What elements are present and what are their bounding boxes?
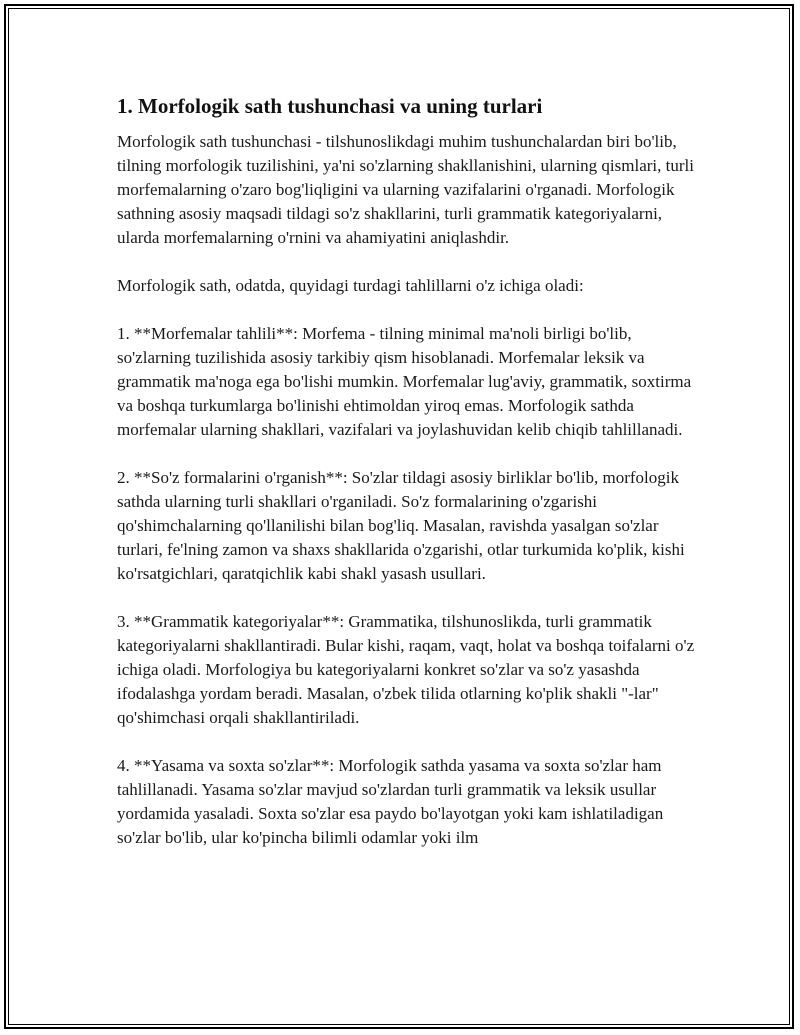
paragraph-item-4: 4. **Yasama va soxta so'zlar**: Morfologik sathda yasama va soxta so'zlar ham tahlillanadi. Yasama so'zlar mavjud so'zlardan turli grammatik va leksik usullar yordamida yasaladi. Soxta so'zlar esa paydo bo'layotgan yoki kam ishlatiladigan so'zlar bo'lib, ular ko'pincha bilimli odamlar yoki ilm <box>117 756 664 847</box>
paragraph-intro: Morfologik sath tushunchasi - tilshunoslikdagi muhim tushunchalardan biri bo'lib, tilning morfologik tuzilishini, ya'ni so'zlarning shakllanishini, ularning qismlari, turli morfemalarning o'zaro bog'liqligini va ularning vazifalarini o'rganadi. Morfologik sathning asosiy maqsadi tildagi so'z shakllarini, turli grammatik kategoriyalarni, ularda morfemalarning o'rnini va ahamiyatini aniqlashdir. <box>117 132 694 247</box>
paragraph-item-2: 2. **So'z formalarini o'rganish**: So'zlar tildagi asosiy birliklar bo'lib, morfologik sathda ularning turli shakllari o'rganiladi. So'z formalarining o'zgarishi qo'shimchalarning qo'llanilishi bilan bog'liq. Masalan, ravishda yasalgan so'zlar turlari, fe'lning zamon va shaxs shakllarida o'zgarishi, otlar turkumida ko'plik, kishi ko'rsatgichlari, qaratqichlik kabi shakl yasash usullari. <box>117 468 685 583</box>
paragraph-item-1: 1. **Morfemalar tahlili**: Morfema - tilning minimal ma'noli birligi bo'lib, so'zlarning tuzilishida asosiy tarkibiy qism hisoblanadi. Morfemalar leksik va grammatik ma'noga ega bo'lishi mumkin. Morfemalar lug'aviy, grammatik, soxtirma va boshqa turkumlarga bo'linishi ehtimoldan yiroq emas. Morfologik sathda morfemalar ularning shakllari, vazifalari va joylashuvidan kelib chiqib tahlillanadi. <box>117 324 692 439</box>
paragraph-item-3: 3. **Grammatik kategoriyalar**: Grammatika, tilshunoslikda, turli grammatik kategoriyalarni shakllantiradi. Bular kishi, raqam, vaqt, holat va boshqa toifalarni o'z ichiga oladi. Morfologiya bu kategoriyalarni konkret so'zlar va so'z yasashda ifodalashga yordam beradi. Masalan, o'zbek tilida otlarning ko'plik shakli "-lar" qo'shimchasi orqali shakllantiriladi. <box>117 612 695 727</box>
document-body <box>117 92 697 874</box>
section-heading: 1. Morfologik sath tushunchasi va uning turlari <box>117 94 543 118</box>
paragraph-lead: Morfologik sath, odatda, quyidagi turdagi tahlillarni o'z ichiga oladi: <box>117 276 584 295</box>
